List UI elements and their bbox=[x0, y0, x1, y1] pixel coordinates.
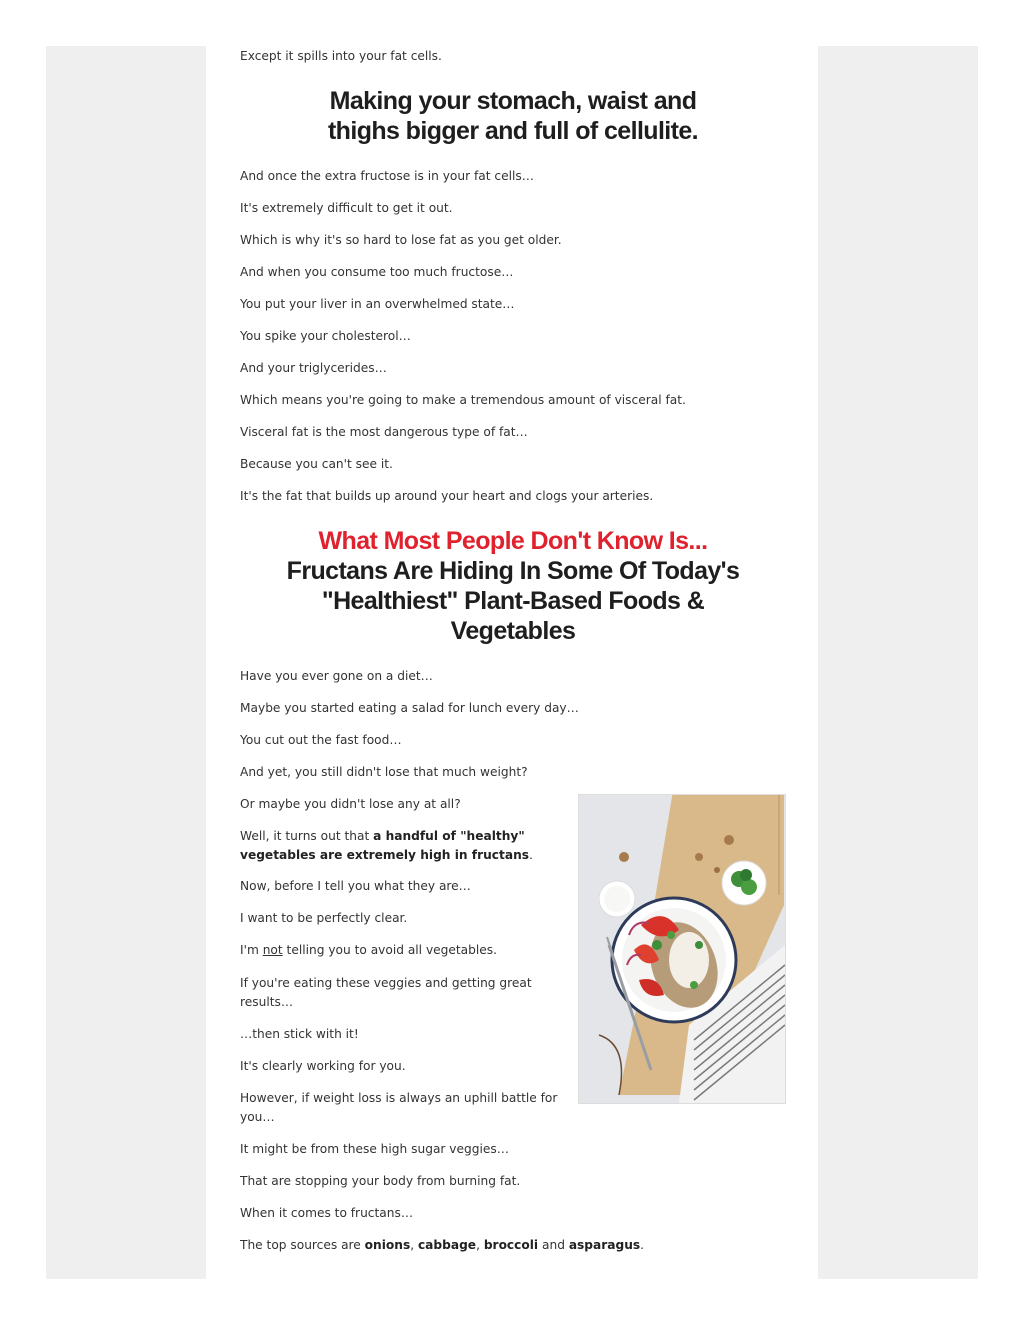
paragraph: It's extremely difficult to get it out. bbox=[240, 201, 453, 215]
paragraph: If you're eating these veggies and getting great results… bbox=[240, 976, 532, 1009]
intro-text: Except it spills into your fat cells. bbox=[240, 49, 442, 63]
food-plate-illustration bbox=[579, 795, 785, 1103]
bold-onions: onions bbox=[364, 1238, 411, 1252]
paragraph: And yet, you still didn't lose that much weight? bbox=[240, 765, 528, 779]
heading-stomach bbox=[240, 86, 786, 146]
food-photo bbox=[578, 794, 786, 1104]
paragraph-top-sources bbox=[240, 1236, 644, 1255]
underlined-word: not bbox=[262, 943, 283, 957]
paragraph: I want to be perfectly clear. bbox=[240, 911, 408, 925]
bold-phrase: a handful of "healthy" vegetables are extremely high in fructans bbox=[240, 829, 530, 862]
paragraph: …then stick with it! bbox=[240, 1027, 359, 1041]
right-gutter bbox=[818, 46, 978, 1279]
paragraph: Have you ever gone on a diet… bbox=[240, 669, 433, 683]
paragraph: When it comes to fructans… bbox=[240, 1206, 414, 1220]
paragraph: It's the fat that builds up around your heart and clogs your arteries. bbox=[240, 489, 654, 503]
heading-line: "Healthiest" Plant-Based Foods & bbox=[321, 587, 705, 615]
bold-cabbage: cabbage bbox=[417, 1238, 477, 1252]
paragraph: It's clearly working for you. bbox=[240, 1059, 406, 1073]
paragraph: You cut out the fast food… bbox=[240, 733, 402, 747]
heading-line: Fructans Are Hiding In Some Of Today's bbox=[286, 557, 740, 585]
paragraph: Or maybe you didn't lose any at all? bbox=[240, 797, 461, 811]
text-span: . bbox=[529, 848, 533, 862]
heading-red-line: What Most People Don't Know Is... bbox=[318, 527, 708, 555]
heading-line: Making your stomach, waist and bbox=[329, 87, 697, 115]
text-span: I'm bbox=[240, 943, 263, 957]
paragraph: Which is why it's so hard to lose fat as you get older. bbox=[240, 233, 562, 247]
text-span: The top sources are bbox=[240, 1238, 365, 1252]
paragraph: And your triglycerides… bbox=[240, 361, 387, 375]
bold-broccoli: broccoli bbox=[483, 1238, 539, 1252]
paragraph: It might be from these high sugar veggies… bbox=[240, 1142, 509, 1156]
heading-fructans bbox=[240, 526, 786, 646]
paragraph-healthy-vegetables bbox=[240, 827, 560, 865]
paragraph: That are stopping your body from burning fat. bbox=[240, 1174, 521, 1188]
paragraph: Because you can't see it. bbox=[240, 457, 393, 471]
left-gutter bbox=[46, 46, 206, 1279]
text-span: . bbox=[640, 1238, 645, 1252]
paragraph: Now, before I tell you what they are… bbox=[240, 879, 471, 893]
paragraph: Which means you're going to make a tremendous amount of visceral fat. bbox=[240, 393, 686, 407]
text-span: Well, it turns out that bbox=[240, 829, 374, 843]
heading-line: thighs bigger and full of cellulite. bbox=[327, 117, 699, 145]
paragraph: However, if weight loss is always an uphill battle for you… bbox=[240, 1091, 558, 1124]
text-span: , bbox=[410, 1238, 418, 1252]
paragraph: You spike your cholesterol… bbox=[240, 329, 411, 343]
paragraph: Maybe you started eating a salad for lunch every day… bbox=[240, 701, 579, 715]
paragraph: And when you consume too much fructose… bbox=[240, 265, 514, 279]
heading-line: Vegetables bbox=[450, 617, 576, 645]
text-span: , bbox=[476, 1238, 484, 1252]
bold-asparagus: asparagus bbox=[568, 1238, 641, 1252]
text-span: and bbox=[538, 1238, 569, 1252]
paragraph: Visceral fat is the most dangerous type of fat… bbox=[240, 425, 528, 439]
paragraph: And once the extra fructose is in your fat cells… bbox=[240, 169, 534, 183]
paragraph: You put your liver in an overwhelmed state… bbox=[240, 297, 515, 311]
paragraph-not-avoid bbox=[240, 941, 497, 960]
text-span: telling you to avoid all vegetables. bbox=[282, 943, 497, 957]
